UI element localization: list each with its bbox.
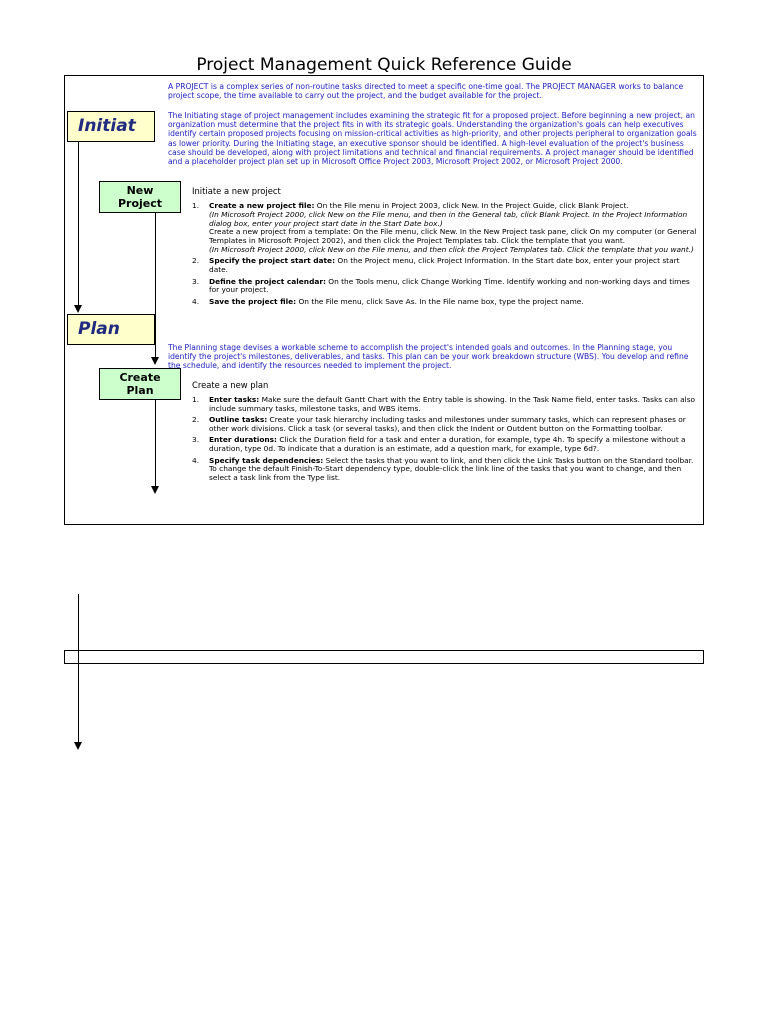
list-item: 4. Save the project file: On the File menu, click Save As. In the File name box, type the project name.: [192, 296, 584, 306]
arrow-down-icon: [74, 742, 82, 750]
new-project-heading: Initiate a new project: [192, 186, 281, 196]
create-plan-heading: Create a new plan: [192, 380, 269, 390]
lower-flow-line: [78, 594, 79, 743]
project-definition: A PROJECT is a complex series of non-routine tasks directed to meet a specific one-time goal. The PROJECT MANAGER works to balance project scope, the time available to carry out the project, and the budget available for the project.: [168, 82, 684, 101]
plan-stage-box: Plan: [67, 314, 155, 345]
list-item: 4. Specify task dependencies: Select the tasks that you want to link, and then click the Link Tasks button on the Standard toolbar. To change the default Finish-To-Start dependency type, double-click the link line of the tasks that you want to change, and then select a task link from the Type list.: [192, 455, 694, 483]
arrow-down-icon: [74, 305, 82, 313]
list-item: 3. Enter durations: Click the Duration field for a task and enter a duration, for example, type 4h. To specify a milestone without a duration, type 0d. To indicate that a duration is an estimate, add a question mark, for example, type 6d?.: [192, 435, 686, 454]
list-item: 2. Outline tasks: Create your task hierarchy including tasks and milestones under summary tasks, which can represent phases or other work divisions. Click a task (or several tasks), and then click the Indent or Outdent button on the Formatting toolbar.: [192, 415, 686, 433]
new-project-steps: [192, 202, 700, 309]
planning-stage-text: The Planning stage devises a workable scheme to accomplish the project's intended goals and outcomes. In the Planning stage, you identify the project's milestones, deliverables, and tasks. This plan can be your work breakdown structure (WBS). You develop and refine the schedule, and identify the resources needed to implement the project.: [168, 343, 689, 371]
create-plan-line: [155, 400, 156, 487]
create-plan-steps: [192, 396, 700, 486]
arrow-down-icon: [151, 357, 159, 365]
list-item: 2. Specify the project start date: On the Project menu, click Project Information. In the Start date box, enter your project start date.: [192, 256, 680, 275]
create-plan-box: Create Plan: [99, 368, 181, 400]
initiate-stage-box: Initiat: [67, 111, 155, 142]
list-item: 1. Create a new project file: On the File menu in Project 2003, click New. In the Project Guide, click Blank Project. (In Microsoft Project 2000, click New on the File menu, and then in the General tab, click Blank Project. In the Project Information dialog box, enter your project start date in the Start Date box.) Create a new project from a template: On the File menu, click New. In the New Project task pane, click On my computer (or General Templates in Microsoft Project 2002), and then click the Project Templates tab. Click the template that you want. (In Microsoft Project 2000, click New on the File menu, and then click the Project Templates tab. Click the template that you want.): [192, 201, 697, 254]
lower-frame: [64, 650, 704, 664]
page-title: Project Management Quick Reference Guide: [196, 55, 572, 75]
new-project-box: New Project: [99, 181, 181, 213]
arrow-down-icon: [151, 486, 159, 494]
new-project-line: [155, 213, 156, 359]
initiating-stage-text: The Initiating stage of project management includes examining the strategic fit for a proposed project. Before beginning a new project, an organization must determine that the project fits in with its strategic goals. Understanding the organization's goals can help executives identify certain proposed projects focusing on mission-critical activities as high-priority, and other projects peripheral to organization goals as lower priority. During the Initiating stage, an executive sponsor should be identified. A high-level evaluation of the project's business case should be developed, along with project limitations and technical and financial requirements. A project manager should be identified and a placeholder project plan set up in Microsoft Office Project 2003, Microsoft Project 2002, or Microsoft Project 2000.: [168, 111, 697, 167]
list-item: 1. Enter tasks: Make sure the default Gantt Chart with the Entry table is showing. In the Task Name field, enter tasks. Tasks can also include summary tasks, milestone tasks, and WBS items.: [192, 395, 696, 413]
list-item: 3. Define the project calendar: On the Tools menu, click Change Working Time. Identify working and non-working days and times for your project.: [192, 276, 690, 295]
initiate-to-plan-line: [78, 142, 79, 306]
